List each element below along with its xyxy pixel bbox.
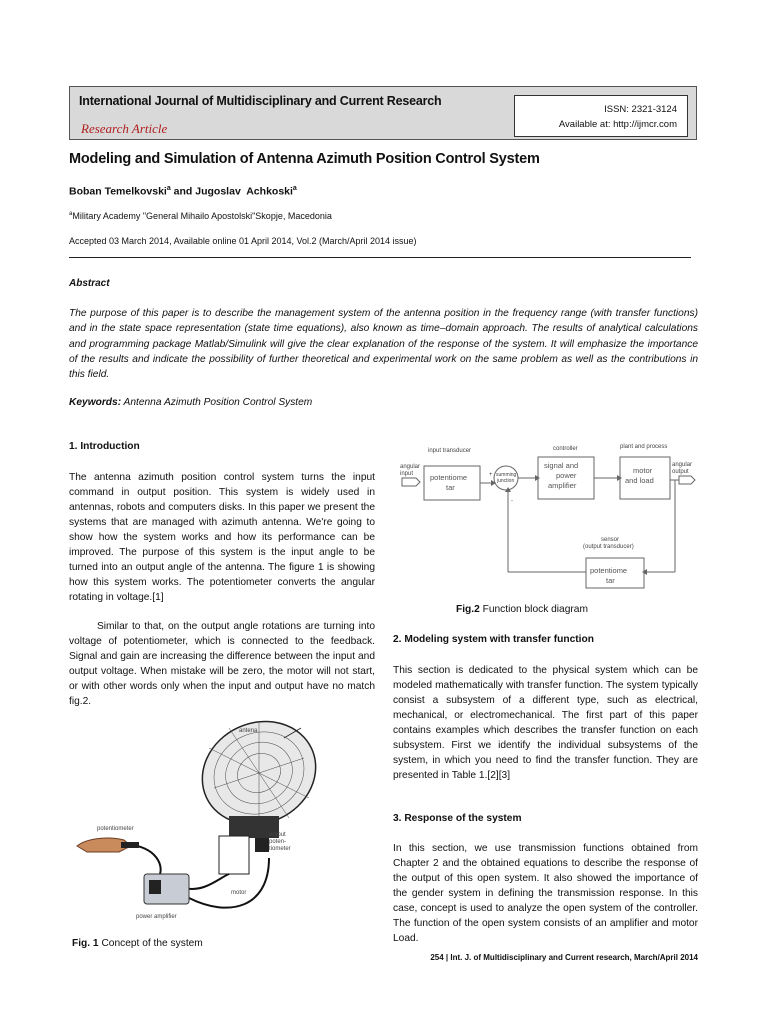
label-antena: antena xyxy=(239,728,258,734)
fig-1-caption-label: Fig. 1 xyxy=(72,938,99,949)
pot-2-line-1: potentiome xyxy=(590,566,628,575)
section-1-para-2: Similar to that, on the output angle rotations are turning into voltage of potentiometer, which is connected to the feedback. Signal and gain are increasing the difference between the input and output voltage. When mistake will be zero, the motor will not start, or with other words only when the input and output have no match fig.2. xyxy=(69,621,375,707)
section-1-heading: 1. Introduction xyxy=(69,441,140,452)
affiliation-text: Military Academy "General Mihailo Apostolski"Skopje, Macedonia xyxy=(72,211,332,221)
issn: ISSN: 2321-3124 xyxy=(604,104,677,115)
paper-title: Modeling and Simulation of Antenna Azimuth Position Control System xyxy=(69,151,540,167)
amp-line-2: power xyxy=(556,471,577,480)
summing-plus: + xyxy=(489,472,493,478)
fig-2-caption-label: Fig.2 xyxy=(456,604,480,615)
motor-line-1: motor xyxy=(633,466,653,475)
amp-line-1: signal and xyxy=(544,461,579,470)
affiliation xyxy=(69,211,332,221)
fig-2-caption-text: Function block diagram xyxy=(479,604,588,615)
label-angular-output-1: angular xyxy=(672,462,693,468)
pot-1-line-1: potentiome xyxy=(430,473,468,482)
pot-1-line-2: tar xyxy=(446,483,455,492)
abstract-heading: Abstract xyxy=(69,278,110,289)
motor-line-2: and load xyxy=(625,476,654,485)
label-controller: controller xyxy=(553,446,578,452)
amp-line-3: amplifier xyxy=(548,481,577,490)
label-output: output xyxy=(269,832,286,838)
section-2-heading: 2. Modeling system with transfer function xyxy=(393,634,594,645)
journal-header xyxy=(69,86,697,140)
authors xyxy=(69,185,297,198)
fig-2-caption xyxy=(456,604,588,615)
label-angular-input-1: angular xyxy=(400,464,421,470)
summing-junction-1: summing xyxy=(496,472,517,478)
author-1-sup: a xyxy=(166,185,171,192)
journal-name: International Journal of Multidisciplinary and Current Research xyxy=(79,94,442,108)
label-angular-output-2: output xyxy=(672,469,689,475)
summing-minus: - xyxy=(511,498,513,504)
available-at: Available at: http://ijmcr.com xyxy=(558,119,677,130)
author-2-sup: a xyxy=(292,185,297,192)
fig-2-block-diagram xyxy=(396,440,701,598)
accepted-info: Accepted 03 March 2014, Available online 01 April 2014, Vol.2 (March/April 2014 issue) xyxy=(69,236,417,246)
label-poten: poten- xyxy=(269,839,287,845)
page-footer: 254 | Int. J. of Multidisciplinary and Current research, March/April 2014 xyxy=(430,953,698,962)
label-potentiometer: potentiometer xyxy=(97,826,134,832)
author-1: Boban Temelkovski xyxy=(69,185,167,198)
author-2: Jugoslav Achkoski xyxy=(195,185,293,198)
summing-junction-2: junction xyxy=(497,478,515,484)
divider xyxy=(69,257,691,258)
motor-icon xyxy=(219,836,249,874)
label-tiometer: tiometer xyxy=(269,846,291,852)
label-plant-process: plant and process xyxy=(620,444,668,450)
fig-1-caption xyxy=(72,938,203,949)
affiliation-sup: a xyxy=(69,211,73,217)
input-potentiometer-icon xyxy=(121,842,139,848)
section-1-para-1: The antenna azimuth position control system turns the input command in output position. This system is widely used in antennas, robots and computers disks. In this paper we present the systems that are managed with azimuth antenna. We're going to show how the system works and how its performance can be improved. The purpose of this system is the input angle to be turned into an output angle of the antenna. The figure 1 is showing how this system works. The potentiometer converts the angular rotating in voltage.[1] xyxy=(69,472,375,603)
label-input-transducer: input transducer xyxy=(428,448,472,454)
fig-1-caption-text: Concept of the system xyxy=(98,938,203,949)
keywords-text: Antenna Azimuth Position Control System xyxy=(121,397,313,408)
section-3-para: In this section, we use transmission functions obtained from Chapter 2 and the obtained equations to describe the response of the output of this open system. It also showed the importance of the gender system in defining the transmission response. In this case, concept is used to analyze the open system of the controller. The function of the open system consists of an amplifier and motor Load. xyxy=(393,843,698,944)
keywords xyxy=(69,397,312,408)
output-potentiometer-icon xyxy=(255,838,269,852)
label-motor: motor xyxy=(231,890,247,896)
label-sensor-1: sensor xyxy=(601,537,620,543)
label-power-amplifier: power amplifier xyxy=(136,914,177,920)
authors-and: and xyxy=(170,185,196,198)
label-angular-input-2: input xyxy=(400,471,414,477)
article-type: Research Article xyxy=(81,121,168,136)
pot-2-line-2: tar xyxy=(606,576,615,585)
keywords-label: Keywords: xyxy=(69,397,122,408)
abstract-text: The purpose of this paper is to describe the management system of the antenna position in the frequency range (with transfer functions) and in the state space representation (state time equations), also known as time–domain approach. The results of analytical calculations and programming package Matlab/Simulink will give the clear explanation of the response of the system. It will emphasize the importance of the results and indicate the possibility of further theoretical and experimental work on the same problem as well as the contributions in this field. xyxy=(69,308,698,381)
section-3-heading: 3. Response of the system xyxy=(393,813,522,824)
section-2-para: This section is dedicated to the physical system which can be modeled mathematically with transfer function. The system typically consist a subsystem of a different type, such as electrical, mechanical, or electromechanical. The first part of this paper contains examples which describes the transfer function on each subsystem. First we identify the individual subsystems of the system, in which you need to find the transfer function. They are presented in Table 1.[2][3] xyxy=(393,665,698,781)
issn-box xyxy=(514,95,688,137)
label-sensor-2: (output transducer) xyxy=(583,544,634,550)
fig-1-illustration xyxy=(69,718,379,926)
